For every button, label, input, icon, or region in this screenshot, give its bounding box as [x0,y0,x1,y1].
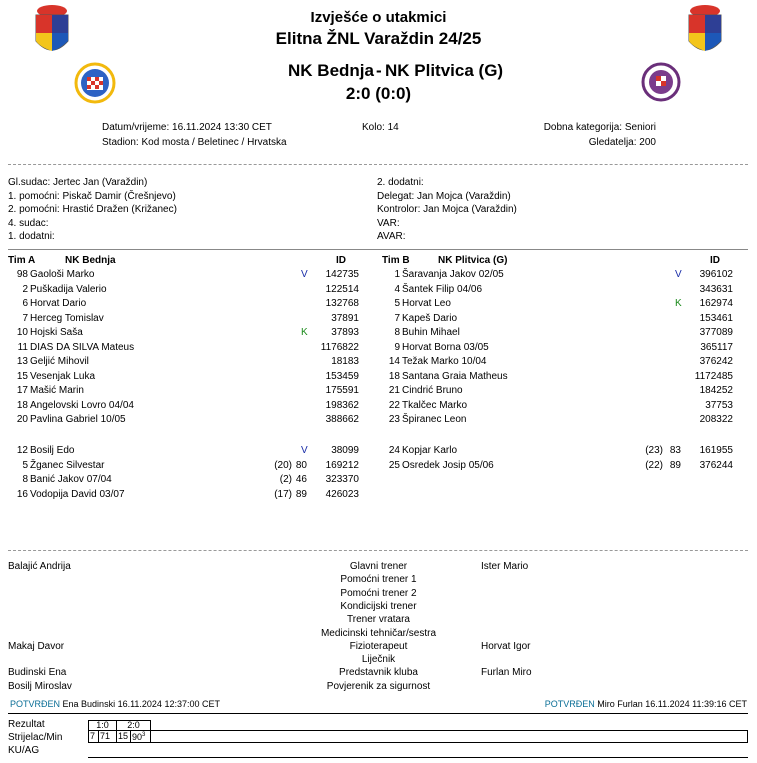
goalkeeper-mark: V [301,445,308,456]
player-name: Pavlina Gabriel 10/05 [30,414,126,425]
scorer-label: Strijelac/Min [8,732,63,743]
staff-role: Trener vratara [347,614,410,626]
staff-role: Pomoćni trener 2 [340,587,417,599]
player-name: Banić Jakov 07/04 [30,474,112,485]
official-line: 4. sudac: [8,217,49,229]
player-number: 98 [16,269,28,280]
team-a-label: Tim A [8,255,36,266]
player-name: Hojski Saša [30,327,83,338]
scorer-minute-cell: 71 [99,731,117,743]
away-confirmation [545,699,747,709]
staff-role: Medicinski tehničar/sestra [320,627,437,639]
player-id: 426023 [325,488,359,500]
player-number: 15 [16,370,28,382]
replaced-player: (2) [279,474,292,485]
player-id: 365117 [700,341,733,353]
match-stadium: Stadion: Kod mosta / Beletinec / Hrvatska [102,137,287,148]
player-id: 198362 [325,399,359,411]
player-number: 22 [388,399,400,411]
scorer-extra-time: 3 [142,732,146,738]
away-confirmed-word: POTVRĐEN [544,699,595,709]
player-name: Tkalčec Marko [402,399,468,411]
player-number: 11 [17,341,28,353]
replaced-player: (22) [645,459,663,471]
home-staff-name: Bosilj Miroslav [8,680,72,692]
player-id: 38099 [331,445,359,456]
result-label: Rezultat [8,719,45,730]
team-a-id-header: ID [336,255,346,266]
official-line: Delegat: Jan Mojca (Varaždin) [377,190,511,202]
sub-minute: 83 [669,445,681,456]
away-team-title: NK Plitvica (G) [385,61,504,80]
team-b-label: Tim B [382,255,410,266]
player-id: 343631 [699,283,733,295]
player-id: 1172485 [694,370,733,382]
match-datetime: Datum/vrijeme: 16.11.2024 13:30 CET [102,122,272,133]
player-number: 24 [388,445,400,456]
player-name: Kapeš Dario [402,312,458,324]
staff-role: Glavni trener [349,561,408,572]
player-number: 10 [16,327,28,338]
player-id: 376244 [699,459,733,471]
staff-role: Povjerenik za sigurnost [326,680,431,692]
staff-role: Pomoćni trener 1 [340,574,417,586]
player-name: DIAS DA SILVA Mateus [30,341,135,353]
player-number: 8 [394,327,400,338]
home-staff-name: Makaj Davor [8,640,65,652]
player-name: Horvat Leo [402,298,451,309]
player-name: Vodopija David 03/07 [30,488,125,500]
official-line: 1. dodatni: [8,231,55,242]
player-name: Vesenjak Luka [30,370,96,382]
match-score: 2:0 (0:0) [345,84,412,103]
player-number: 20 [16,414,28,425]
home-staff-name: Balajić Andrija [8,561,71,572]
home-confirmation [10,699,220,709]
official-line: 1. pomoćni: Piskač Damir (Črešnjevo) [8,190,176,202]
away-confirmed-text: Miro Furlan 16.11.2024 11:39:16 CET [597,699,747,709]
scorer-player-cell: 7 [89,731,99,743]
replaced-player: (20) [274,459,292,471]
scorer-minute-cell [131,731,151,743]
player-number: 5 [22,459,28,471]
age-category: Dobna kategorija: Seniori [543,122,656,133]
player-number: 16 [16,488,28,500]
player-name: Horvat Borna 03/05 [402,341,489,353]
home-confirmed-word: POTVRĐEN [10,699,61,709]
player-name: Težak Marko 10/04 [402,356,487,367]
sub-minute: 80 [295,459,307,471]
player-number: 18 [388,370,400,382]
player-number: 4 [394,283,400,295]
player-name: Buhin Mihael [402,327,460,338]
away-staff-name: Ister Mario [481,561,529,572]
staff-role: Predstavnik kluba [339,667,418,679]
official-line: 2. pomoćni: Hrastić Dražen (Križanec) [8,204,177,215]
player-name: Cindrić Bruno [402,385,463,396]
score-row [89,721,748,731]
player-id: 396102 [699,269,733,280]
kuag-label: KU/AG [8,745,40,756]
player-name: Kopjar Karlo [402,445,458,456]
replaced-player: (17) [274,488,292,500]
player-name: Špiranec Leon [402,414,467,425]
team-separator: - [376,61,382,80]
team-b-id-header: ID [710,255,720,266]
home-confirmed-text: Ena Budinski 16.11.2024 12:37:00 CET [62,699,220,709]
player-id: 175591 [325,385,359,396]
separator-line [8,713,748,714]
separator-line [8,164,748,165]
player-id: 37891 [331,312,359,324]
player-id: 388662 [325,414,359,425]
captain-mark: K [675,298,682,309]
player-number: 7 [394,312,400,324]
spectators: Gledatelja: 200 [588,137,656,148]
scorer-player-cell: 15 [117,731,131,743]
score-cell: 1:0 [89,721,117,731]
replaced-player: (23) [645,445,663,456]
captain-mark: K [301,327,308,338]
player-id: 132768 [325,298,359,309]
goals-table [88,720,748,743]
team-a-name: NK Bednja [65,255,116,266]
player-name: Santana Graia Matheus [402,370,508,382]
player-id: 161955 [699,445,733,456]
separator-line [8,249,748,250]
player-id: 162974 [699,298,733,309]
official-line: Kontrolor: Jan Mojca (Varaždin) [377,204,517,215]
player-name: Puškadija Valerio [30,283,107,295]
player-number: 25 [388,459,400,471]
official-line: 2. dodatni: [377,177,424,188]
player-name: Bosilj Edo [30,445,75,456]
player-id: 376242 [699,356,733,367]
goalkeeper-mark: V [675,269,682,280]
sub-minute: 89 [669,459,681,471]
player-name: Mašić Marin [30,385,84,396]
goalkeeper-mark: V [301,269,308,280]
player-id: 184252 [699,385,733,396]
report-title: Izvješće o utakmici [310,9,447,26]
staff-role: Kondicijski trener [340,600,417,612]
player-name: Angelovski Lovro 04/04 [30,399,134,411]
player-name: Gaološi Marko [30,269,95,280]
player-id: 323370 [325,474,359,485]
player-id: 377089 [699,327,733,338]
home-staff-name: Budinski Ena [8,667,67,679]
away-staff-name: Horvat Igor [481,640,531,652]
competition-title: Elitna ŽNL Varaždin 24/25 [275,29,482,48]
staff-role: Liječnik [361,654,396,666]
player-id: 142735 [325,269,359,280]
player-number: 12 [16,445,28,456]
player-id: 122514 [325,283,359,295]
player-number: 8 [22,474,28,485]
official-line: Gl.sudac: Jertec Jan (Varaždin) [8,177,148,188]
player-id: 37753 [705,399,733,411]
away-staff-name: Furlan Miro [481,667,532,679]
player-number: 7 [22,312,28,324]
player-name: Horvat Dario [30,298,87,309]
player-number: 18 [16,399,28,411]
player-id: 37893 [331,327,359,338]
staff-role: Fizioterapeut [349,640,408,652]
player-name: Geljić Mihovil [30,356,89,367]
table-bottom-line [88,757,748,758]
player-id: 1176822 [320,341,359,353]
player-number: 6 [22,298,28,309]
player-name: Šantek Filip 04/06 [402,283,483,295]
player-id: 18183 [331,356,359,367]
official-line: AVAR: [377,231,406,242]
team-b-name: NK Plitvica (G) [438,255,508,266]
player-number: 14 [388,356,400,367]
scorer-minute: 90 [132,732,143,742]
score-cell: 2:0 [117,721,151,731]
player-id: 169212 [325,459,359,471]
sub-minute: 46 [295,474,307,485]
player-id: 153459 [325,370,359,382]
player-number: 21 [388,385,400,396]
player-number: 1 [394,269,400,280]
player-number: 23 [388,414,400,425]
player-name: Herceg Tomislav [30,312,104,324]
player-number: 9 [394,341,400,353]
separator-line [8,550,748,551]
player-number: 17 [16,385,28,396]
player-name: Šaravanja Jakov 02/05 [402,269,504,280]
player-number: 5 [394,298,400,309]
sub-minute: 89 [295,488,307,500]
player-number: 2 [22,283,28,295]
player-name: Osredek Josip 05/06 [402,459,494,471]
player-id: 208322 [699,414,733,425]
player-name: Žganec Silvestar [30,459,105,471]
match-round: Kolo: 14 [362,122,399,133]
scorer-row [89,731,748,743]
player-number: 13 [16,356,28,367]
home-team-title: NK Bednja [288,61,374,80]
official-line: VAR: [377,217,400,229]
player-id: 153461 [699,312,733,324]
